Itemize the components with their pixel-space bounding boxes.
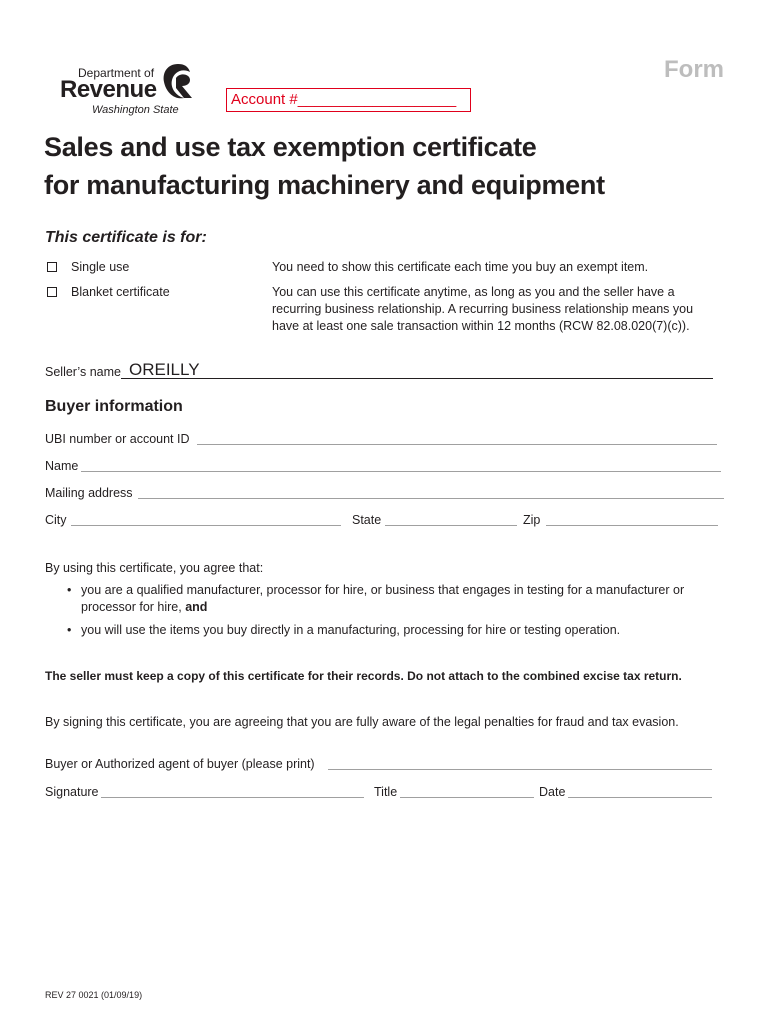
- seller-name-field[interactable]: [121, 362, 713, 379]
- agreement-bullet-2: [67, 622, 737, 639]
- blanket-label: Blanket certificate: [71, 285, 170, 299]
- bullet-1-line-2-text: processor for hire,: [81, 600, 182, 614]
- name-label: Name: [45, 459, 79, 473]
- state-field[interactable]: [385, 513, 517, 526]
- single-use-description: You need to show this certificate each time you buy an exempt item.: [272, 260, 649, 274]
- zip-label: Zip: [523, 513, 541, 527]
- agreement-bullet-1-line-1: you are a qualified manufacturer, processor for hire, or business that engages in testing for a manufacturer or: [81, 583, 685, 597]
- blanket-desc-line-1: You can use this certificate anytime, as long as you and the seller have a: [272, 285, 675, 299]
- title-field[interactable]: [400, 785, 534, 798]
- ubi-label: UBI number or account ID: [45, 432, 190, 446]
- single-use-label: Single use: [71, 260, 130, 274]
- seller-name-value: OREILLY: [129, 360, 200, 379]
- mailing-address-field[interactable]: [138, 486, 724, 499]
- account-number-field[interactable]: Account #___________________: [226, 88, 471, 112]
- date-field[interactable]: [568, 785, 712, 798]
- title-label: Title: [374, 785, 398, 799]
- agreement-bullet-1: [67, 582, 737, 616]
- agent-label: Buyer or Authorized agent of buyer (please print): [45, 757, 315, 771]
- city-label: City: [45, 513, 67, 527]
- blanket-description: [272, 284, 732, 335]
- ubi-field[interactable]: [197, 432, 717, 445]
- agreement-bullet-2-text: you will use the items you buy directly in a manufacturing, processing for hire or testing operation.: [81, 623, 621, 637]
- logo-r-emblem-icon: [160, 62, 196, 102]
- seller-notice: The seller must keep a copy of this certificate for their records. Do not attach to the combined excise tax return.: [45, 669, 682, 683]
- form-number: REV 27 0021 (01/09/19): [45, 990, 143, 1000]
- agreement-bullet-1-line-2: [81, 599, 737, 616]
- bullet-1-and: and: [185, 600, 208, 614]
- signing-statement: By signing this certificate, you are agreeing that you are fully aware of the legal penalties for fraud and tax evasion.: [45, 715, 679, 729]
- logo-state-text: Washington State: [92, 104, 179, 116]
- logo-revenue-text: Revenue: [60, 76, 157, 103]
- city-field[interactable]: [71, 513, 341, 526]
- buyer-info-heading: Buyer information: [45, 398, 183, 415]
- state-label: State: [352, 513, 382, 527]
- zip-field[interactable]: [546, 513, 718, 526]
- single-use-checkbox[interactable]: [47, 262, 57, 272]
- dor-logo: [60, 62, 200, 122]
- certificate-for-heading: This certificate is for:: [45, 229, 207, 246]
- page-title: [44, 128, 605, 204]
- date-label: Date: [539, 785, 566, 799]
- mailing-address-label: Mailing address: [45, 486, 133, 500]
- name-field[interactable]: [81, 459, 721, 472]
- bullet-icon: •: [67, 583, 72, 597]
- logo-dept-text: Department of: [78, 66, 155, 80]
- agreement-list: [67, 582, 737, 639]
- signature-label: Signature: [45, 785, 99, 799]
- blanket-checkbox[interactable]: [47, 287, 57, 297]
- signature-field[interactable]: [101, 785, 364, 798]
- title-line-1: Sales and use tax exemption certificate: [44, 132, 537, 162]
- bullet-icon: •: [67, 623, 72, 637]
- agent-field[interactable]: [328, 757, 712, 770]
- seller-name-label: Seller’s name: [45, 365, 121, 379]
- blanket-desc-line-3: have at least one sale transaction within 12 months (RCW 82.08.020(7)(c)).: [272, 319, 690, 333]
- blanket-desc-line-2: recurring business relationship. A recurring business relationship means you: [272, 302, 694, 316]
- form-label: Form: [664, 56, 724, 83]
- agreement-intro: By using this certificate, you agree that:: [45, 561, 264, 575]
- title-line-2: for manufacturing machinery and equipment: [44, 170, 605, 200]
